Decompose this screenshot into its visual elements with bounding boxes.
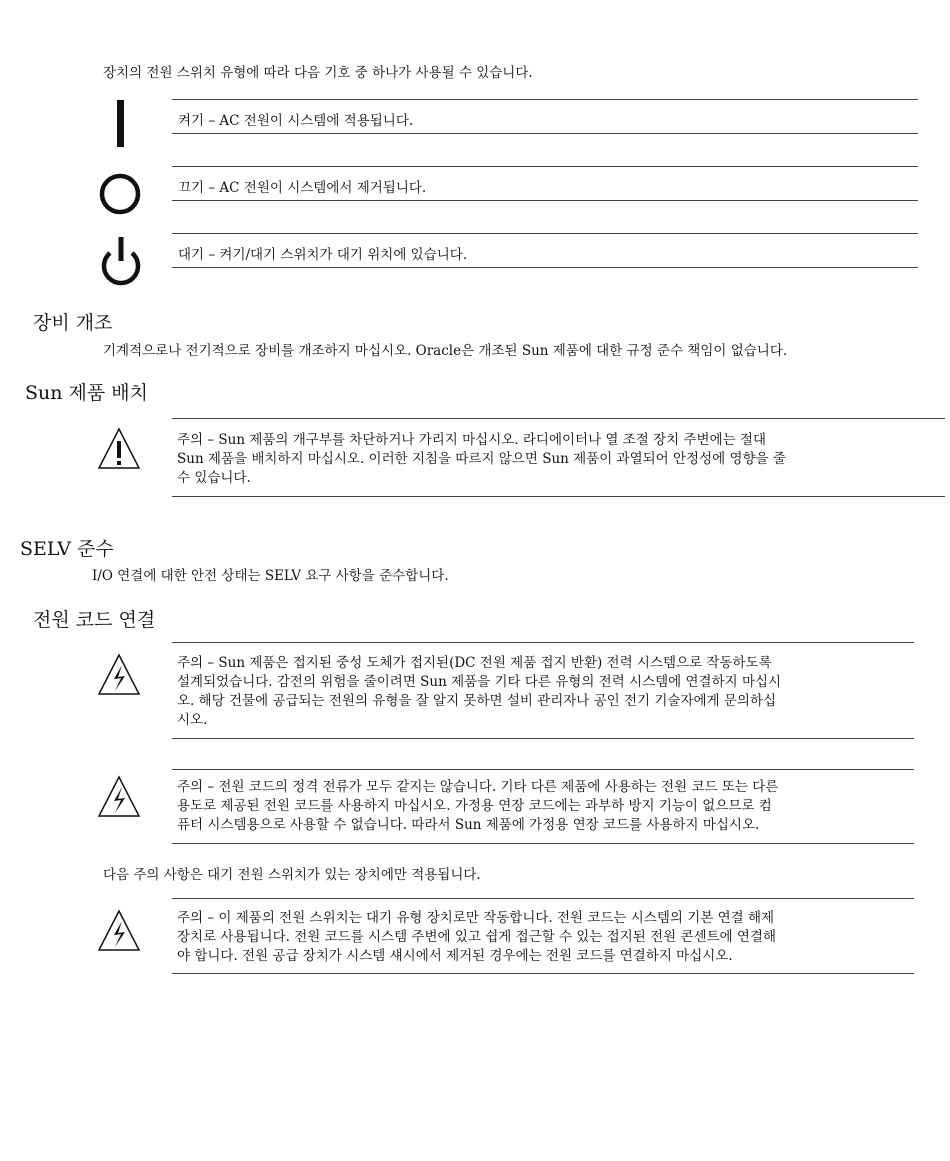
divider: [172, 496, 945, 497]
divider: [172, 418, 945, 419]
caution-line: 장치로 사용됩니다. 전원 코드를 시스템 주변에 있고 쉽게 접근할 수 있는 접지된 전원 콘센트에 연결해: [177, 929, 777, 945]
divider: [172, 769, 914, 770]
power-on-text: 켜기 – AC 전원이 시스템에 적용됩니다.: [178, 113, 414, 129]
power-off-icon: [98, 172, 144, 218]
electrical-hazard-icon: [96, 774, 142, 820]
divider: [172, 642, 914, 643]
caution-line: 퓨터 시스템용으로 사용할 수 없습니다. 따라서 Sun 제품에 가정용 연장 코드를 사용하지 마십시오.: [177, 817, 760, 833]
power-cord-caution-3: [177, 909, 917, 966]
divider: [172, 200, 918, 201]
power-cord-caution-2: [177, 778, 917, 835]
warning-icon: [96, 426, 142, 472]
electrical-hazard-icon: [96, 908, 142, 954]
divider: [172, 973, 914, 974]
electrical-hazard-icon: [96, 652, 142, 698]
placement-caution-line: 주의 – Sun 제품의 개구부를 차단하거나 가리지 마십시오. 라디에이터나 열 조절 장치 주변에는 절대: [177, 432, 767, 448]
divider: [172, 133, 918, 134]
caution-line: 시오.: [177, 712, 208, 728]
divider: [172, 267, 918, 268]
heading-placement: Sun 제품 배치: [25, 382, 148, 404]
placement-caution: [177, 431, 917, 488]
divider: [172, 843, 914, 844]
divider: [172, 233, 918, 234]
power-on-icon: [114, 100, 128, 148]
modification-text: 기계적으로나 전기적으로 장비를 개조하지 마십시오. Oracle은 개조된 Sun 제품에 대한 규정 준수 책임이 없습니다.: [103, 343, 788, 359]
caution-line: 설계되었습니다. 감전의 위험을 줄이려면 Sun 제품을 기타 다른 유형의 전력 시스템에 연결하지 마십시: [177, 674, 782, 690]
intro-text: 장치의 전원 스위치 유형에 따라 다음 기호 중 하나가 사용될 수 있습니다.: [103, 65, 533, 81]
caution-line: 야 합니다. 전원 공급 장치가 시스템 섀시에서 제거된 경우에는 전원 코드를 연결하지 마십시오.: [177, 948, 733, 964]
caution-line: 용도로 제공된 전원 코드를 사용하지 마십시오. 가정용 연장 코드에는 과부하 방지 기능이 없으므로 컴: [177, 798, 772, 814]
caution-line: 주의 – Sun 제품은 접지된 중성 도체가 접지된(DC 전원 제품 접지 반환) 전력 시스템으로 작동하도록: [177, 655, 772, 671]
divider: [172, 738, 914, 739]
power-cord-caution-1: [177, 654, 917, 730]
standby-text: 대기 – 켜기/대기 스위치가 대기 위치에 있습니다.: [178, 247, 468, 263]
standby-icon: [98, 235, 144, 287]
heading-modification: 장비 개조: [33, 312, 113, 334]
divider: [172, 99, 918, 100]
heading-power-cord: 전원 코드 연결: [33, 609, 156, 631]
placement-caution-line: 수 있습니다.: [177, 470, 251, 486]
divider: [172, 166, 918, 167]
caution-line: 주의 – 전원 코드의 정격 전류가 모두 같지는 않습니다. 기타 다른 제품에 사용하는 전원 코드 또는 다른: [177, 779, 779, 795]
placement-caution-line: Sun 제품을 배치하지 마십시오. 이러한 지침을 따르지 않으면 Sun 제품이 과열되어 안정성에 영향을 줄: [177, 451, 786, 467]
caution-line: 오. 해당 건물에 공급되는 전원의 유형을 잘 알지 못하면 설비 관리자나 공인 전기 기술자에게 문의하십: [177, 693, 777, 709]
caution-line: 주의 – 이 제품의 전원 스위치는 대기 유형 장치로만 작동합니다. 전원 코드는 시스템의 기본 연결 해제: [177, 910, 775, 926]
power-off-text: 끄기 – AC 전원이 시스템에서 제거됩니다.: [178, 180, 427, 196]
selv-text: I/O 연결에 대한 안전 상태는 SELV 요구 사항을 준수합니다.: [92, 568, 449, 584]
heading-selv: SELV 준수: [20, 538, 114, 560]
divider: [172, 898, 914, 899]
standby-note: 다음 주의 사항은 대기 전원 스위치가 있는 장치에만 적용됩니다.: [103, 867, 481, 883]
